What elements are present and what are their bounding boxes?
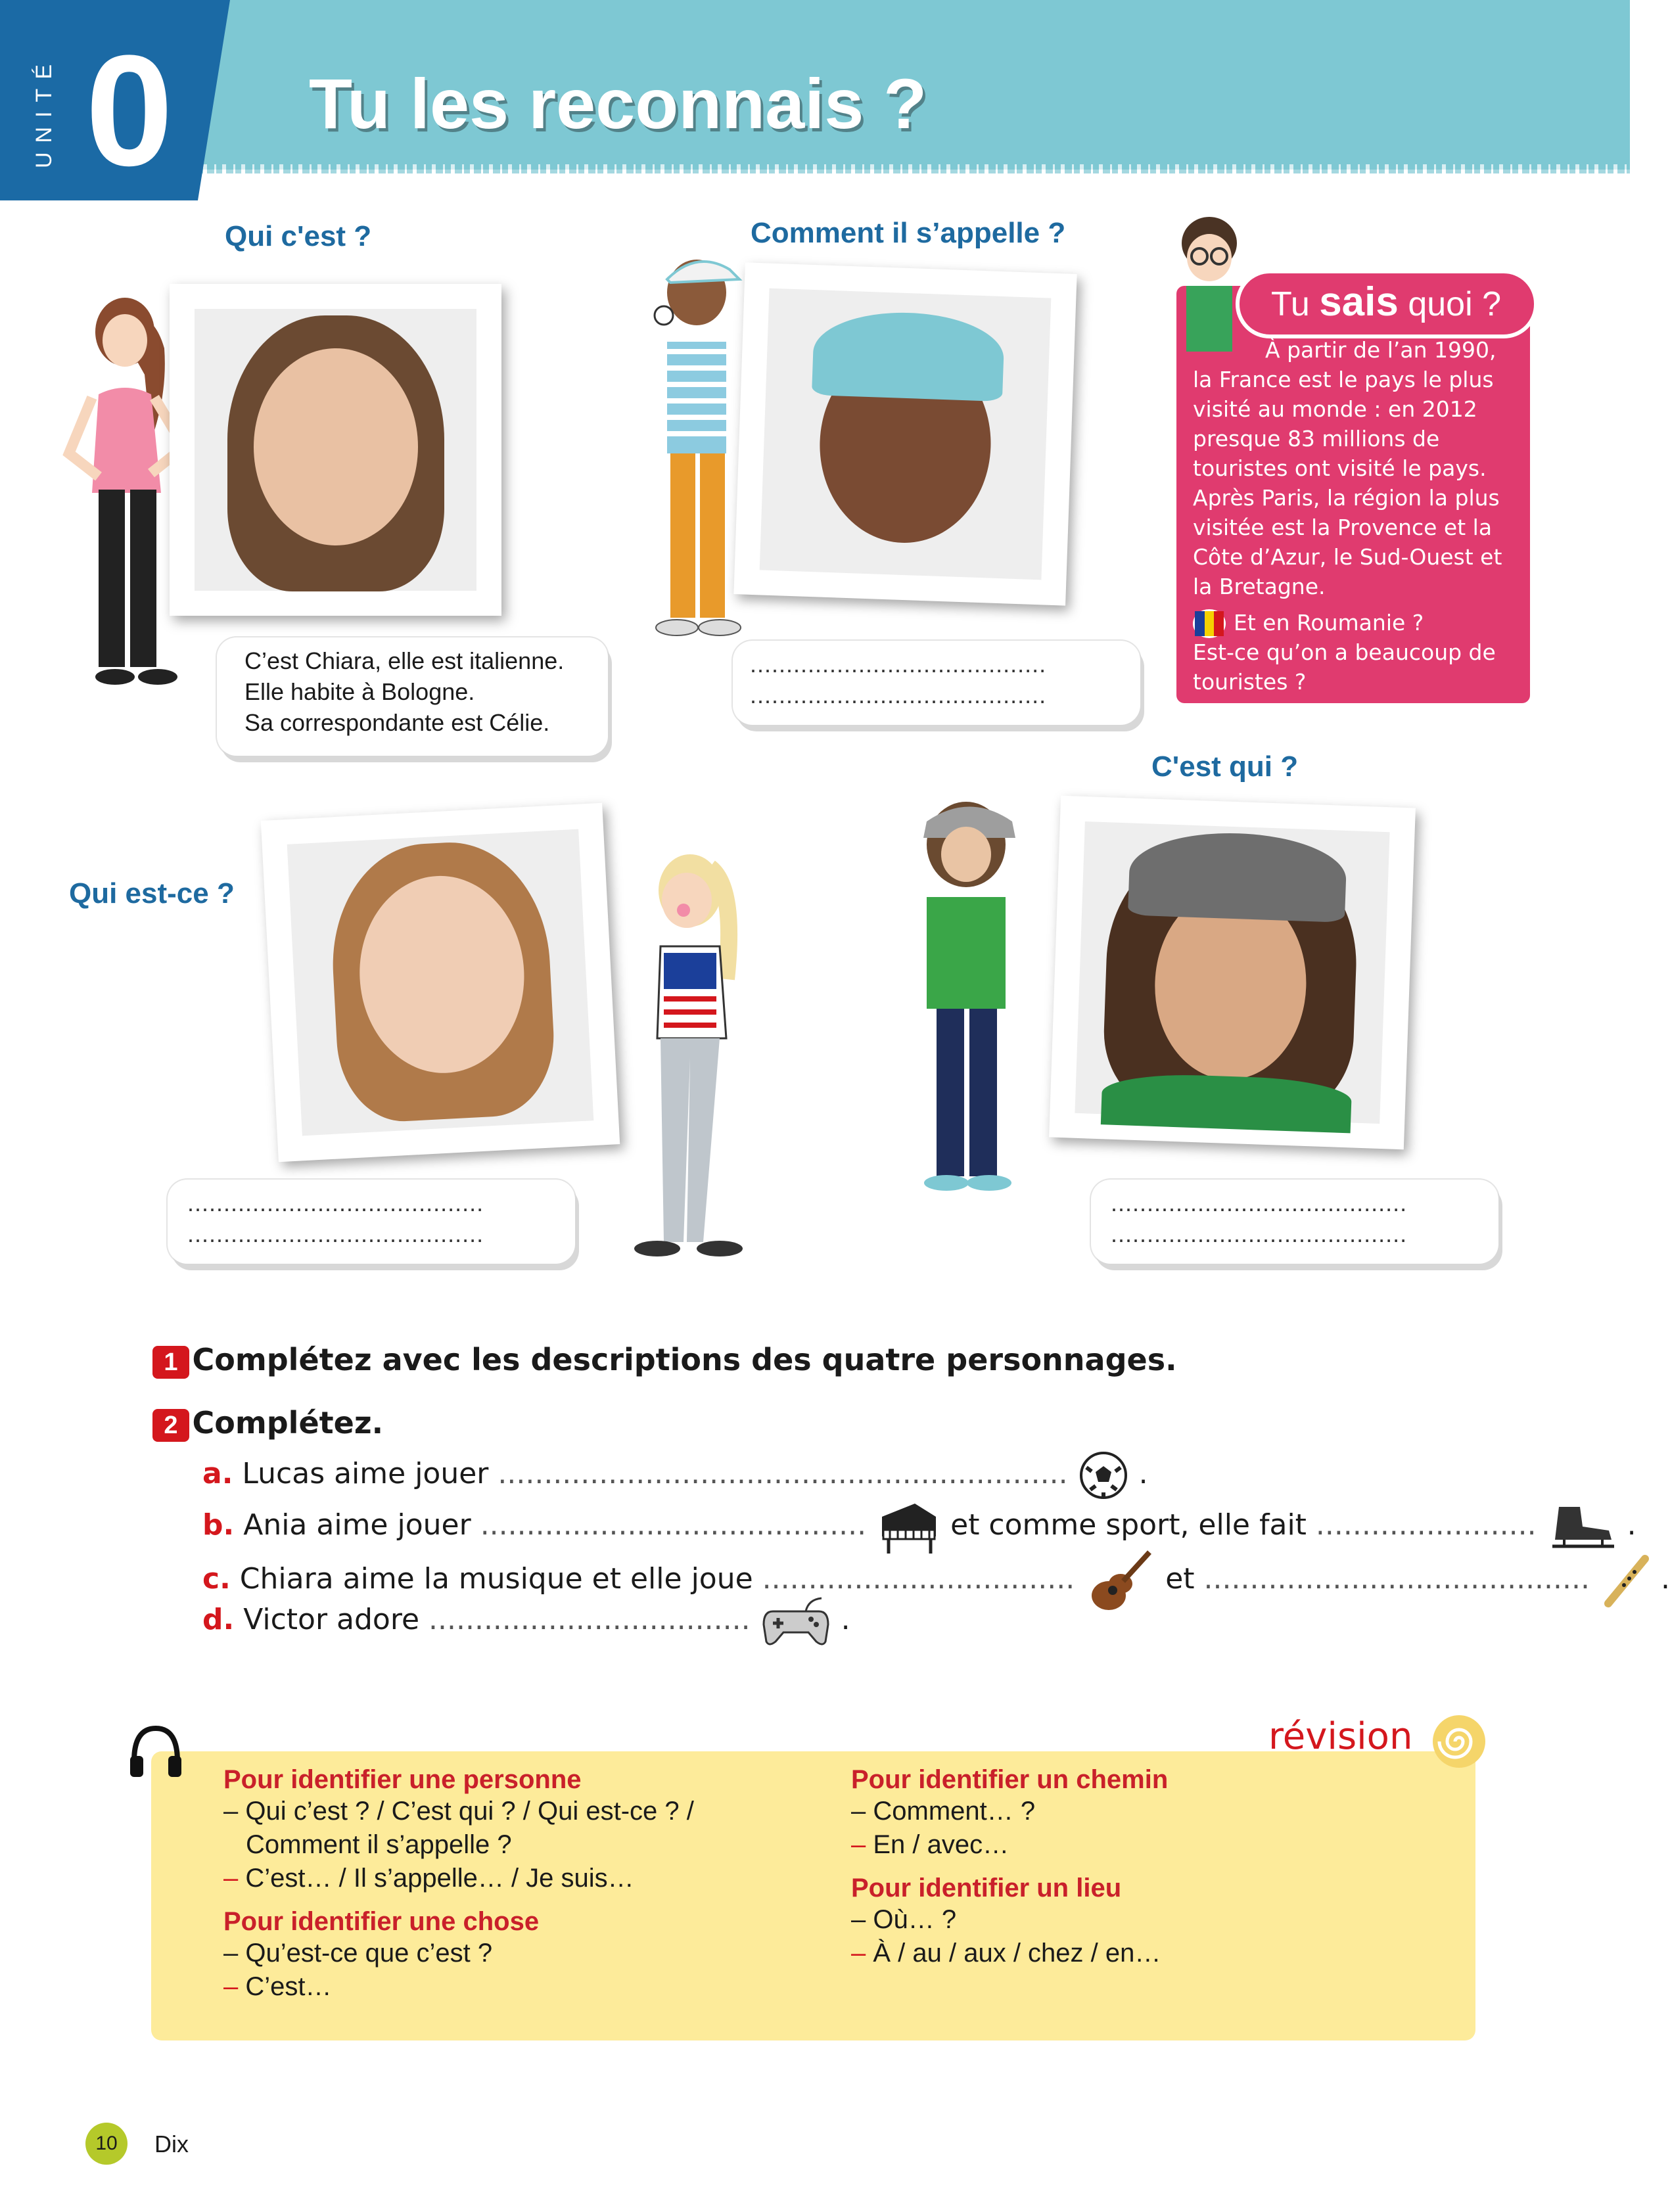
line-c-text: Chiara aime la musique et elle joue xyxy=(239,1562,753,1596)
bubble-chiara-line-2: Elle habite à Bologne. xyxy=(244,678,475,705)
line-d-letter: d. xyxy=(202,1603,235,1636)
page-number: 10 xyxy=(85,2123,128,2165)
soccer-ball-icon xyxy=(1077,1449,1130,1502)
spiral-icon xyxy=(1429,1712,1489,1771)
bubble-dots-line: ......................................... xyxy=(1111,1189,1408,1216)
revision-dash: – xyxy=(851,1939,873,1968)
answer-blank[interactable]: .................................. xyxy=(762,1562,1075,1596)
romania-row xyxy=(1193,608,1521,637)
revision-line-text: En / avec… xyxy=(873,1830,1009,1859)
bubble-dots-line: ......................................... xyxy=(187,1220,484,1247)
bubble-chiara xyxy=(217,637,608,756)
exercise-2-number: 2 xyxy=(152,1409,189,1442)
revision-line-text: À / au / aux / chez / en… xyxy=(873,1939,1161,1968)
tu-sais-quoi-header xyxy=(1236,269,1538,338)
exercise-2-line-d xyxy=(202,1592,850,1651)
photo-chiara xyxy=(170,284,501,616)
line-c-mid: et xyxy=(1165,1562,1195,1596)
romania-text: Est-ce qu’on a beaucoup de touristes ? xyxy=(1193,639,1496,695)
bubble-long-hair-boy xyxy=(1091,1180,1498,1264)
revision-heading-lieu: Pour identifier un lieu xyxy=(851,1874,1122,1902)
revision-dash: – xyxy=(223,1864,246,1893)
revision-tag: révision xyxy=(1268,1715,1413,1758)
line-d-end: . xyxy=(841,1603,850,1636)
tsq-title-b: sais xyxy=(1319,279,1399,325)
photo-long-hair-boy xyxy=(1049,796,1416,1150)
answer-blank[interactable]: ........................ xyxy=(1315,1508,1537,1542)
tu-sais-quoi-text: À partir de l’an 1990, la France est le pays le plus visité au monde : en 2012 presque 83 millions de touristes ont visité le pays. Après Paris, la région la plus visitée est la Provence et la Côte d’Azur, le Sud-Ouest et la Bretagne. xyxy=(1193,337,1502,599)
answer-blank[interactable]: ................................... xyxy=(429,1603,751,1636)
line-b-mid: et comme sport, elle fait xyxy=(950,1508,1307,1542)
revision-line: – Comment… ? xyxy=(851,1797,1036,1826)
guitar-icon xyxy=(1084,1544,1156,1617)
revision-line xyxy=(851,1828,1377,1862)
revision-dash: – xyxy=(223,1972,246,2001)
exercise-2-title: Complétez. xyxy=(192,1405,384,1440)
tsq-title-a: Tu xyxy=(1271,285,1320,323)
answer-blank[interactable]: .......................................... xyxy=(1203,1562,1590,1596)
tsq-title-c: quoi ? xyxy=(1398,285,1502,323)
unit-label: UNITÉ xyxy=(32,55,57,168)
question-cest-qui: C'est qui ? xyxy=(1151,750,1299,783)
line-a-end: . xyxy=(1138,1457,1148,1490)
bubble-blonde-girl xyxy=(168,1180,575,1264)
exercise-2-line-a xyxy=(202,1449,1148,1502)
headphones-icon xyxy=(126,1722,185,1781)
revision-heading-personne: Pour identifier une personne xyxy=(223,1765,582,1794)
revision-line-text: C’est… / Il s’appelle… / Je suis… xyxy=(245,1864,634,1893)
line-a-letter: a. xyxy=(202,1457,233,1490)
line-b-end: . xyxy=(1627,1508,1636,1542)
revision-line: – Qui c’est ? / C’est qui ? / Qui est-ce ? / xyxy=(223,1797,694,1826)
line-c-end: . xyxy=(1660,1562,1670,1596)
question-comment-il-sappelle: Comment il s’appelle ? xyxy=(751,217,1066,249)
revision-line: Comment il s’appelle ? xyxy=(246,1830,512,1859)
romania-flag-icon xyxy=(1193,609,1226,638)
bubble-dots-line: ......................................... xyxy=(750,651,1047,678)
revision-heading-chose: Pour identifier une chose xyxy=(223,1907,540,1936)
revision-line-text: C’est… xyxy=(245,1972,332,2001)
bubble-dots-line: ......................................... xyxy=(187,1189,484,1216)
exercise-2 xyxy=(152,1405,383,1442)
exercise-1-title: Complétez avec les descriptions des quatre personnages. xyxy=(192,1342,1177,1377)
revision-line: – Qu’est-ce que c’est ? xyxy=(223,1939,493,1968)
line-d-text: Victor adore xyxy=(243,1603,420,1636)
bubble-chiara-line-1: C’est Chiara, elle est italienne. xyxy=(244,647,565,674)
tu-sais-quoi-mascot xyxy=(1163,210,1255,355)
revision-line xyxy=(223,1970,789,2004)
answer-blank[interactable]: .............................................................. xyxy=(498,1457,1068,1490)
revision-line xyxy=(223,1862,789,1895)
revision-right-column xyxy=(851,1765,1377,1970)
line-a-text: Lucas aime jouer xyxy=(242,1457,489,1490)
exercise-1 xyxy=(152,1342,1177,1379)
bubble-dots-line: ......................................... xyxy=(1111,1220,1408,1247)
revision-line: – Où… ? xyxy=(851,1905,957,1934)
photo-boy-cap xyxy=(733,262,1077,605)
answer-blank[interactable]: .......................................... xyxy=(480,1508,867,1542)
revision-left-column xyxy=(223,1765,789,2004)
revision-heading-chemin: Pour identifier un chemin xyxy=(851,1765,1169,1794)
tu-sais-quoi-title xyxy=(1271,279,1501,325)
tu-sais-quoi-text-block xyxy=(1193,335,1521,697)
line-b-text: Ania aime jouer xyxy=(243,1508,471,1542)
unit-number: 0 xyxy=(85,22,174,198)
bubble-dots-line: ......................................... xyxy=(750,681,1047,708)
recorder-flute-icon xyxy=(1599,1551,1652,1610)
photo-blonde-girl xyxy=(261,803,620,1163)
line-b-letter: b. xyxy=(202,1508,235,1542)
revision-line xyxy=(851,1937,1377,1970)
romania-question: Et en Roumanie ? xyxy=(1234,610,1424,635)
exercise-1-number: 1 xyxy=(152,1346,189,1379)
blonde-girl-cartoon xyxy=(578,848,795,1268)
revision-dash: – xyxy=(851,1830,873,1859)
bubble-chiara-line-3: Sa correspondante est Célie. xyxy=(244,709,550,736)
page-title: Tu les reconnais ? xyxy=(309,64,927,143)
question-qui-est-ce: Qui est-ce ? xyxy=(69,877,235,910)
page-word: Dix xyxy=(154,2131,189,2157)
question-qui-cest: Qui c'est ? xyxy=(225,220,372,252)
line-c-letter: c. xyxy=(202,1562,231,1596)
bubble-boy-cap xyxy=(733,641,1140,725)
game-controller-icon xyxy=(760,1592,832,1651)
boy-green-shirt-cartoon xyxy=(891,789,1048,1216)
